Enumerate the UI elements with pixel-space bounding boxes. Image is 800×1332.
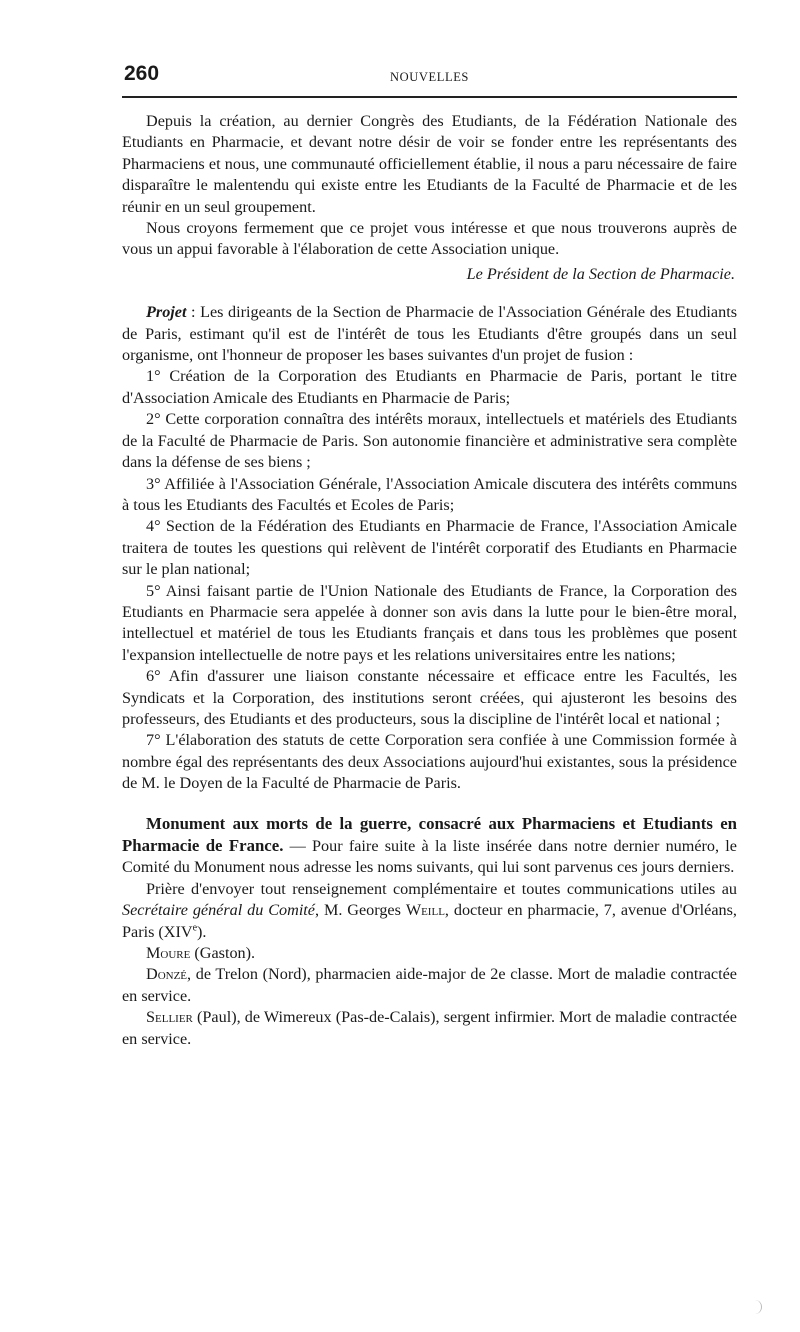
projet-item-2: 2° Cette corporation connaîtra des intérêts moraux, intellectuels et matériels des Etudiants de la Faculté de Pharmacie de Paris. Son autonomie financière et administrative sera complète dans la défense de ses biens ;: [122, 410, 737, 472]
signature: Le Président de la Section de Pharmacie.: [466, 264, 735, 283]
entry-text: (Paul), de Wimereux (Pas-de-Calais), sergent infirmier. Mort de maladie contractée en service.: [122, 1008, 737, 1048]
entry-text: , de Trelon (Nord), pharmacien aide-major de 2e classe. Mort de maladie contractée en service.: [122, 965, 737, 1005]
monument-title: Monument aux morts de la guerre, consacré aux Pharmaciens et Etudiants en Pharmacie de France.: [122, 813, 737, 855]
contact-text-mid: , M. Georges: [315, 901, 406, 920]
running-head: NOUVELLES: [389, 70, 469, 84]
entry-donze: [122, 964, 737, 1007]
contact-text-end: , docteur en pharmacie, 7, avenue d'Orléans, Paris (XIV: [122, 901, 737, 941]
projet-item-6: 6° Afin d'assurer une liaison constante nécessaire et efficace entre les Facultés, les Syndicats et la Corporation, des institutions seront créées, qui ajusteront les besoins des professeurs, des Etudiants et des producteurs, sous la discipline de l'intérêt local et national ;: [122, 667, 737, 728]
monument-contact-paragraph: [122, 879, 737, 943]
projet-label: Projet: [146, 303, 187, 322]
projet-paragraph: [122, 302, 737, 366]
document-page: [122, 62, 737, 1050]
entry-moure: [122, 943, 737, 964]
entry-sellier: [122, 1007, 737, 1050]
projet-item-1: 1° Création de la Corporation des Etudiants en Pharmacie de Paris, portant le titre d'Association Amicale des Etudiants en Pharmacie de Paris;: [122, 367, 737, 407]
projet-item-5: 5° Ainsi faisant partie de l'Union Nationale des Etudiants de France, la Corporation des Etudiants en Pharmacie sera appelée à donner son avis dans la lutte pour le bien-être moral, intellectuel et matériel de tous les Etudiants français et dans tous les problèmes que posent l'expansion intellectuelle de notre pays et les relations universitaires entre les nations;: [122, 581, 737, 664]
monument-text: — Pour faire suite à la liste insérée dans notre dernier numéro, le Comité du Monument nous adresse les noms suivants, qui lui sont parvenus ces jours derniers.: [122, 837, 737, 877]
document-body: [122, 111, 737, 1050]
page-number: 260: [124, 62, 160, 85]
projet-intro: : Les dirigeants de la Section de Pharmacie de l'Association Générale des Etudiants de Paris, estimant qu'il est de l'intérêt de tous les Etudiants d'être groupés dans un seul organisme, ont l'honneur de proposer les bases suivantes d'un projet de fusion :: [122, 303, 737, 365]
entry-name: Donzé: [146, 965, 188, 984]
page-header: [122, 62, 737, 98]
entry-text: (Gaston).: [190, 944, 256, 963]
projet-item-7: 7° L'élaboration des statuts de cette Corporation sera confiée à une Commission formée à nombre égal des représentants des deux Associations aujourd'hui existantes, sous la présidence de M. le Doyen de la Faculté de Pharmacie de Paris.: [122, 731, 737, 793]
entry-name: Sellier: [146, 1008, 193, 1027]
intro-paragraph-2: Nous croyons fermement que ce projet vous intéresse et que nous trouverons auprès de vous un appui favorable à l'élaboration de cette Association unique.: [122, 219, 737, 259]
margin-mark: [753, 1300, 762, 1314]
contact-sup: e: [192, 922, 198, 934]
contact-secretary: Secrétaire général du Comité: [122, 901, 315, 920]
projet-item-4: 4° Section de la Fédération des Etudiants en Pharmacie de France, l'Association Amicale traitera de toutes les questions qui relèvent de l'intérêt corporatif des Etudiants en Pharmacie sur le plan national;: [122, 517, 737, 579]
contact-text-close: ).: [197, 922, 207, 941]
intro-paragraph-1: Depuis la création, au dernier Congrès des Etudiants, de la Fédération Nationale des Etudiants en Pharmacie, et devant notre désir de voir se fonder entre les représentants des Pharmaciens et nous, une communauté officiellement établie, il nous a paru nécessaire de faire disparaître le malentendu qui existe entre les Etudiants de la Faculté de Pharmacie et de les réunir en un seul groupement.: [122, 112, 737, 216]
projet-item-3: 3° Affiliée à l'Association Générale, l'Association Amicale discutera des intérêts communs à tous les Etudiants des Facultés et Ecoles de Paris;: [122, 474, 737, 514]
entry-name: Moure: [146, 944, 191, 963]
contact-name: Weill: [405, 901, 445, 920]
contact-text-start: Prière d'envoyer tout renseignement complémentaire et toutes communications utiles au: [146, 879, 737, 898]
monument-paragraph: [122, 813, 737, 879]
